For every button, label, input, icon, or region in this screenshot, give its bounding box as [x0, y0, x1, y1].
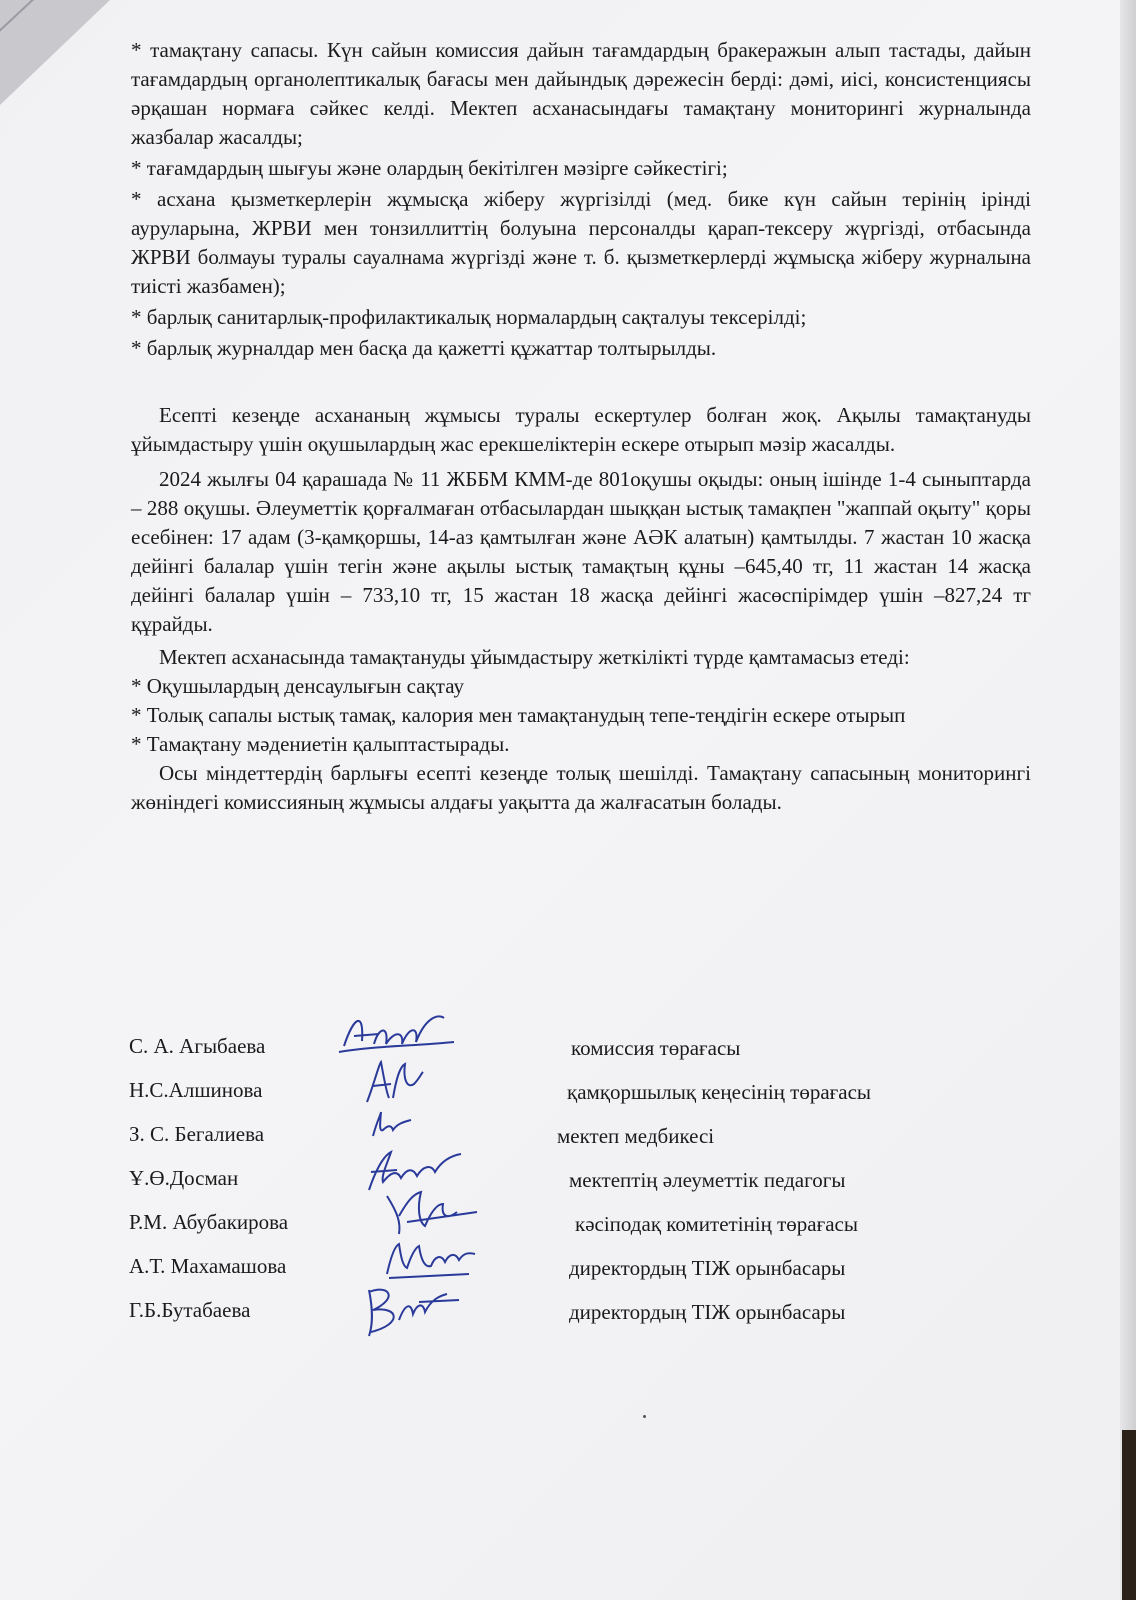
signature-mark — [359, 1054, 429, 1109]
signatory-name: Н.С.Алшинова — [129, 1078, 263, 1102]
signatory-role: директордың ТІЖ орынбасары — [569, 1256, 846, 1280]
paragraph-statistics: 2024 жылғы 04 қарашада № 11 ЖББМ КММ-де 801оқушы оқыды: оның ішінде 1-4 сыныптарда – 288 оқушы. Әлеуметтік қорғалмаған отбасылардан шыққан ыстық тамақпен "жаппай оқыту" қоры есебінен: 17 адам (3-қамқоршы, 14-аз қамтылған және АӘК алатын) қамтылды. 7 жастан 10 жасқа дейінгі балалар үшін тегін және ақылы ыстық тамақтың құны –645,40 тг, 11 жастан 14 жасқа дейінгі балалар үшін – 733,10 тг, 15 жастан 18 жасқа дейінгі жасөспірімдер үшін –827,24 тг құрайды. — [131, 467, 1031, 636]
paragraph-journals: * барлық журналдар мен басқа да қажетті құжаттар толтырылды. — [131, 336, 717, 360]
signature-row — [129, 1108, 1029, 1152]
signature-row — [129, 1064, 1029, 1108]
signature-mark — [367, 1106, 417, 1146]
signature-row — [129, 1240, 1029, 1284]
background-corner — [1122, 1430, 1136, 1600]
list-item-hot-meal: * Толық сапалы ыстық тамақ, калория мен тамақтанудың тепе-теңдігін ескере отырып — [131, 703, 906, 727]
paragraph-sanitary-norms: * барлық санитарлық-профилактикалық нормалардың сақталуы тексерілді; — [131, 305, 807, 329]
signatory-role: мектептің әлеуметтік педагогы — [569, 1168, 846, 1192]
signatory-name: Р.М. Абубакирова — [129, 1210, 289, 1234]
page-edge-shadow — [1120, 0, 1136, 1600]
signatory-name: Ұ.Ө.Досман — [129, 1166, 239, 1190]
signatory-role: комиссия төрағасы — [571, 1036, 741, 1060]
paragraph-food-quality: * тамақтану сапасы. Күн сайын комиссия дайын тағамдардың бракеражын алып тастады, дайын тағамдардың органолептикалық бағасы мен дайындық дәрежесін берді: дәмі, иісі, консистенциясы әрқашан нормаға сәйкес келді. Мектеп асханасындағы тамақтану мониторингі журналында жазбалар жасалды; — [131, 38, 1031, 149]
paragraph-staff-admission: * асхана қызметкерлерін жұмысқа жіберу жүргізілді (мед. бике күн сайын терінің ірінді ауруларына, ЖРВИ мен тонзиллиттің болуына персоналды қарап-тексеру жүргізді, отбасында ЖРВИ болмауы туралы сауалнама жүргізді және т. б. қызметкерлерді жұмысқа жіберу журналына тиісті жазбамен); — [131, 187, 1031, 298]
signature-row — [129, 1020, 1029, 1064]
signatory-name: С. А. Агыбаева — [129, 1034, 266, 1058]
signatory-name: А.Т. Махамашова — [129, 1254, 287, 1278]
paragraph-organization: Мектеп асханасында тамақтануды ұйымдастыру жеткілікті түрде қамтамасыз етеді: — [159, 645, 910, 669]
signatory-name: З. С. Бегалиева — [129, 1122, 265, 1146]
signature-mark — [379, 1234, 479, 1284]
paragraph-conclusion: Осы міндеттердің барлығы есепті кезеңде толық шешілді. Тамақтану сапасының мониторингі жөніндегі комиссияның жұмысы алдағы уақытта да жалғасатын болады. — [131, 761, 1031, 814]
signature-mark — [377, 1182, 487, 1242]
paragraph-no-remarks: Есепті кезеңде асхананың жұмысы туралы ескертулер болған жоқ. Ақылы тамақтануды ұйымдастыру үшін оқушылардың жас ерекшеліктерін ескере отырып мәзір жасалды. — [131, 403, 1031, 456]
signature-row — [129, 1196, 1029, 1240]
signatory-role: кәсіподақ комитетінің төрағасы — [575, 1212, 858, 1236]
signature-block — [129, 1020, 1029, 1328]
list-item-culture: * Тамақтану мәдениетін қалыптастырады. — [131, 732, 510, 756]
signatory-name: Г.Б.Бутабаева — [129, 1298, 251, 1322]
signature-mark — [359, 1280, 469, 1342]
signature-row — [129, 1284, 1029, 1328]
paragraph-menu-compliance: * тағамдардың шығуы және олардың бекітілген мәзірге сәйкестігі; — [131, 156, 728, 180]
document-body — [131, 36, 1031, 817]
signatory-role: директордың ТІЖ орынбасары — [569, 1300, 846, 1324]
signatory-role: мектеп медбикесі — [557, 1124, 715, 1148]
list-item-health: * Оқушылардың денсаулығын сақтау — [131, 674, 464, 698]
signatory-role: қамқоршылық кеңесінің төрағасы — [567, 1080, 871, 1104]
paper-speck — [643, 1415, 646, 1418]
signature-row — [129, 1152, 1029, 1196]
